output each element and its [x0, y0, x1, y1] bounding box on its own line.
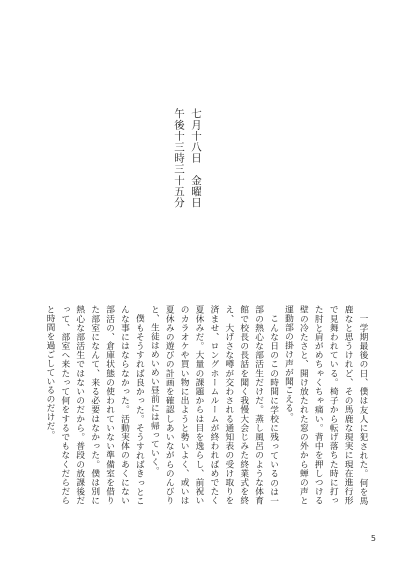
- paragraph: 僕もそうすれば良かった。そうすればきっとこんな事にはならなかった。活動実体のあくにない部活の、倉庫状態の使われていない準備室を借りた部室になんて、来る必要はなかった。僕は別に熱心な部活生ではないのだから。普段の放課後だって、部室へ来たって何をするでもなくだらだらと時間を過ごしているのだけだ。: [44, 305, 145, 505]
- body-text: [44, 305, 370, 505]
- paragraph: 一学期最後の日、僕は友人に犯された。何を馬鹿なと思うけれど、その馬鹿な現実に現在進行形で見舞われている。椅子から転げ落ちた時に打った肘と肩がめちゃくちゃ痛い。背中を押しつける壁の冷たさと、開け放たれた窓の外から蝉の声と運動部の掛け声が聞こえる。: [283, 305, 368, 505]
- page-number: 5: [370, 534, 376, 543]
- heading-date: 七月十八日 金曜日: [190, 108, 202, 208]
- paragraph: こんな日のこの時間に学校に残っているのは一部の熱心な部活生だけだ。蒸し風呂のような体育館で校長の長話を聞く我慢大会じみた終業式を終え、大げさな噂が交わされる通知表の受け取りを済ませ、ロングホームルームが終わればめでたく夏休みだ。大量の課題からは目を逸らし、前祝いのカラオケや買い物に出ようと勢いよく、或いは夏休みの遊びの計画を確認しあいながらのんびりと、生徒はめいめい昼前には帰っていく。: [149, 305, 279, 505]
- chapter-heading: [170, 108, 204, 208]
- heading-time: 午後十三時三十五分: [173, 108, 185, 208]
